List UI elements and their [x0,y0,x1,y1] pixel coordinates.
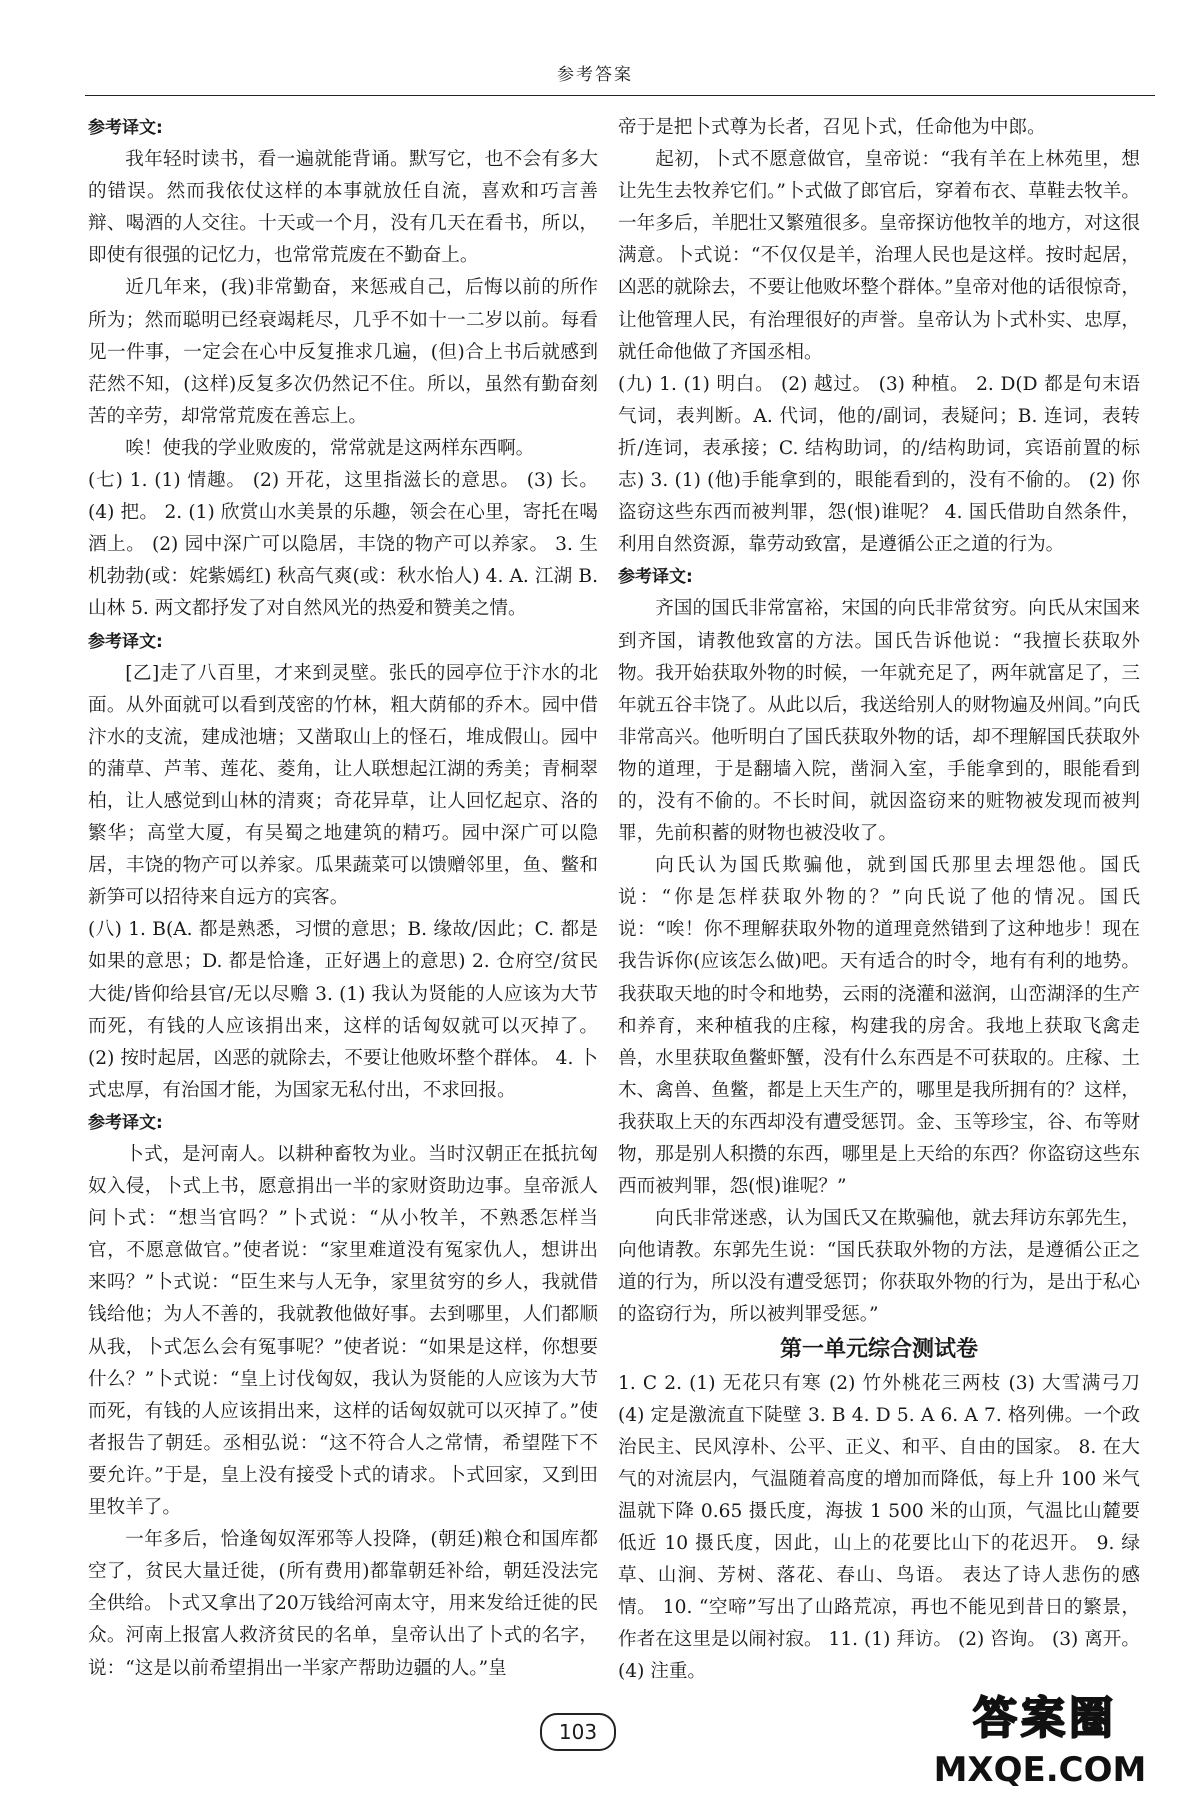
paragraph: 齐国的国氏非常富裕，宋国的向氏非常贫穷。向氏从宋国来到齐国，请教他致富的方法。国氏告诉他说：“我擅长获取外物。我开始获取外物的时候，一年就充足了，两年就富足了，三年就五谷丰饶了。从此以后，我送给别人的财物遍及州闾。”向氏非常高兴。他听明白了国氏获取外物的话，却不理解国氏获取外物的道理，于是翻墙入院，凿洞入室，手能拿到的，眼能看到的，没有不偷的。不长时间，就因盗窃来的赃物被发现而被判罪，先前积蓄的财物也被没收了。 [618,598,1140,845]
page-header [0,0,1190,100]
watermark-bottom-text: MXQE.COM [933,1750,1147,1790]
watermark-logo [905,1690,1165,1795]
paragraph: 近几年来，(我)非常勤奋，来惩戒自己，后悔以前的所作所为；然而聪明已经衰竭耗尽，几乎不如十一二岁以前。每看见一件事，一定会在心中反复推求几遍，(但)合上书后就感到茫然不知，(这样)反复多次仍然记不住。所以，虽然有勤奋刻苦的辛劳，却常常荒废在善忘上。 [88,277,598,427]
right-column [618,112,1140,1689]
answer-paragraph: 帝于是把卜式尊为长者，召见卜式，任命他为中郎。 [618,117,1046,138]
page-number: 103 [540,1713,616,1751]
paragraph: 我年轻时读书，看一遍就能背诵。默写它，也不会有多大的错误。然而我依仗这样的本事就放任自流，喜欢和巧言善辩、喝酒的人交往。十天或一个月，没有几天在看书，所以，即使有很强的记忆力，也常常荒废在不勤奋上。 [88,149,598,267]
paragraph: 卜式，是河南人。以耕种畜牧为业。当时汉朝正在抵抗匈奴入侵，卜式上书，愿意捐出一半的家财资助边事。皇帝派人问卜式：“想当官吗？”卜式说：“从小牧羊，不熟悉怎样当官，不愿意做官。”使者说：“家里难道没有冤家仇人，想讲出来吗？”卜式说：“臣生来与人无争，家里贫穷的乡人，我就借钱给他；为人不善的，我就教他做好事。去到哪里，人们都顺从我，卜式怎么会有冤事呢？”使者说：“如果是这样，你想要什么？”卜式说：“皇上讨伐匈奴，我认为贤能的人应该为大节而死，有钱的人应该捐出来，这样的话匈奴就可以灭掉了。”使者报告了朝廷。丞相弘说：“这不符合人之常情，希望陛下不要允许。”于是，皇上没有接受卜式的请求。卜式回家，又到田里牧羊了。 [88,1144,598,1519]
paragraph: [乙]走了八百里，才来到灵壁。张氏的园亭位于汴水的北面。从外面就可以看到茂密的竹林，粗大荫郁的乔木。园中借汴水的支流，建成池塘；又凿取山上的怪石，堆成假山。园中的蒲草、芦苇、莲花、菱角，让人联想起江湖的秀美；青桐翠柏，让人感觉到山林的清爽；奇花异草，让人回忆起京、洛的繁华；高堂大厦，有吴蜀之地建筑的精巧。园中深广可以隐居，丰饶的物产可以养家。瓜果蔬菜可以馈赠邻里，鱼、鳖和新笋可以招待来自远方的宾客。 [88,662,598,909]
answer-paragraph: (九) 1. (1) 明白。 (2) 越过。 (3) 种植。 2. D(D 都是句末语气词，表判断。A. 代词，他的/副词，表疑问；B. 连词，表转折/连词，表承接；C. 结构助词，的/结构助词，宾语前置的标志) 3. (1) (他)手能拿到的，眼能看到的，没有不偷的。 (2) 你盗窃这些东西而被判罪，怨(恨)谁呢？ 4. 国氏借助自然条件，利用自然资源，靠劳动致富，是遵循公正之道的行为。 [618,373,1140,556]
paragraph: 向氏认为国氏欺骗他，就到国氏那里去埋怨他。国氏说：“你是怎样获取外物的？”向氏说了他的情况。国氏说：“唉！你不理解获取外物的道理竟然错到了这种地步！现在我告诉你(应该怎么做)吧。天有适合的时令，地有有利的地势。我获取天地的时令和地势，云雨的浇灌和滋润，山峦湖泽的生产和养育，来种植我的庄稼，构建我的房舍。我地上获取飞禽走兽，水里获取鱼鳖虾蟹，没有什么东西是不可获取的。庄稼、土木、禽兽、鱼鳖，都是上天生产的，哪里是我所拥有的？这样，我获取上天的东西却没有遭受惩罚。金、玉等珍宝，谷、布等财物，那是别人积攒的东西，哪里是上天给的东西？你盗窃这些东西而被判罪，怨(恨)谁呢？” [618,855,1140,1198]
answer-paragraph: (八) 1. B(A. 都是熟悉，习惯的意思；B. 缘故/因此；C. 都是如果的意思；D. 都是恰逢，正好遇上的意思) 2. 仓府空/贫民大徙/皆仰给县官/无以尽赡 3. (1) 我认为贤能的人应该为大节而死，有钱的人应该捐出来，这样的话匈奴就可以灭掉了。 (2) 按时起居，凶恶的就除去，不要让他败坏整个群体。 4. 卜式忠厚，有治国才能，为国家无私付出，不求回报。 [88,919,598,1101]
section-title: 第一单元综合测试卷 [779,1336,978,1362]
section-label: 参考译文: [618,567,693,588]
watermark-top-text: 答案圈 [973,1693,1117,1744]
header-title: 参考答案 [557,65,633,85]
paragraph: 起初，卜式不愿意做官，皇帝说：“我有羊在上林苑里，想让先生去牧养它们。”卜式做了郎官后，穿着布衣、草鞋去牧羊。一年多后，羊肥壮又繁殖很多。皇帝探访他牧羊的地方，对这很满意。卜式说：“不仅仅是羊，治理人民也是这样。按时起居，凶恶的就除去，不要让他败坏整个群体。”皇帝对他的话很惊奇，让他管理人民，有治理很好的声誉。皇帝认为卜式朴实、忠厚，就任命他做了齐国丞相。 [618,149,1140,363]
paragraph: 向氏非常迷惑，认为国氏又在欺骗他，就去拜访东郭先生，向他请教。东郭先生说：“国氏获取外物的方法，是遵循公正之道的行为，所以没有遭受惩罚；你获取外物的行为，是出于私心的盗窃行为，所以被判罪受惩。” [618,1208,1140,1326]
section-label: 参考译文: [88,631,163,652]
header-rule [85,95,1155,96]
section-label: 参考译文: [88,118,163,138]
paragraph: 唉！使我的学业败废的，常常就是这两样东西啊。 [125,437,535,459]
answer-paragraph: (七) 1. (1) 情趣。 (2) 开花，这里指滋长的意思。 (3) 长。 (4) 把。 2. (1) 欣赏山水美景的乐趣，领会在心里，寄托在喝酒上。 (2) 园中深广可以隐居，丰饶的物产可以养家。 3. 生机勃勃(或：姹紫嫣红) 秋高气爽(或：秋水怡人) 4. A. 江湖 B. 山林 5. 两文都抒发了对自然风光的热爱和赞美之情。 [88,470,598,620]
section-label: 参考译文: [88,1112,163,1133]
paragraph: 一年多后，恰逢匈奴浑邪等人投降，(朝廷)粮仓和国库都空了，贫民大量迁徙，(所有费用)都靠朝廷补给，朝廷没法完全供给。卜式又拿出了20万钱给河南太守，用来发给迁徙的民众。河南上报富人救济贫民的名单，皇帝认出了卜式的名字，说：“这是以前希望捐出一半家产帮助边疆的人。”皇 [88,1529,598,1679]
answer-paragraph: 1. C 2. (1) 无花只有寒 (2) 竹外桃花三两枝 (3) 大雪满弓刀 (4) 定是激流直下陡壁 3. B 4. D 5. A 6. A 7. 格列佛。一个政治民主、民风淳朴、公平、正义、和平、自由的国家。 8. 在大气的对流层内，气温随着高度的增加而降低，每上升 100 米气温就下降 0.65 摄氏度，海拔 1 500 米的山顶，气温比山麓要低近 10 摄氏度，因此，山上的花要比山下的花迟开。 9. 绿草、山涧、芳树、落花、春山、鸟语。 表达了诗人悲伤的感情。 10. “空啼”写出了山路荒凉，再也不能见到昔日的繁景，作者在这里是以闹衬寂。 11. (1) 拜访。 (2) 咨询。 (3) 离开。 (4) 注重。 [618,1372,1140,1683]
left-column [88,112,598,1685]
